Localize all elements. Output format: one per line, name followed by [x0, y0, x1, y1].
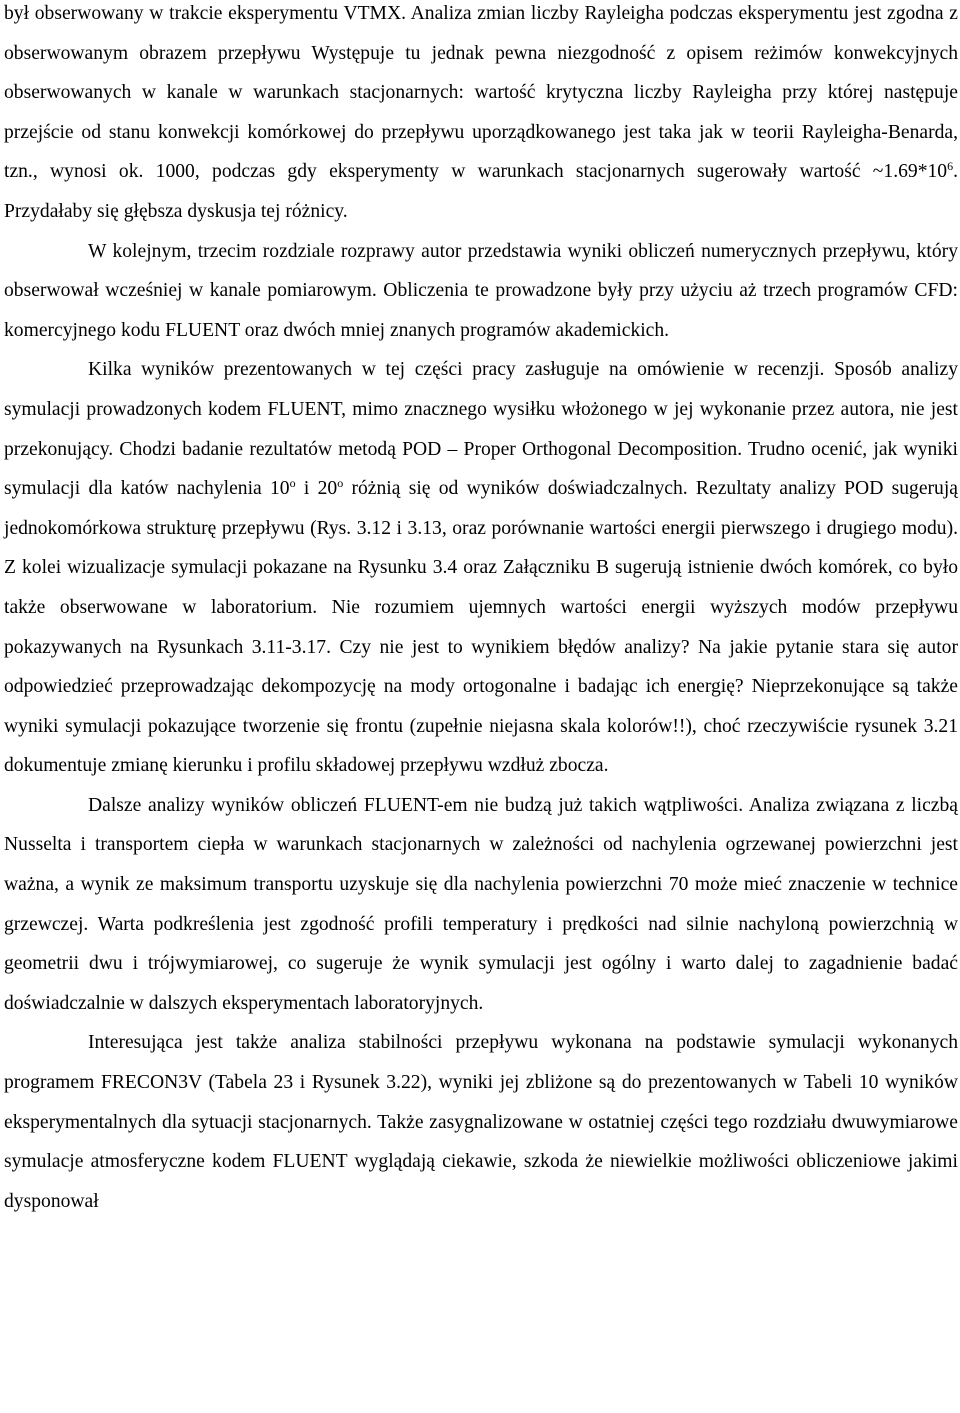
paragraph-nusselt-analysis [4, 786, 958, 1024]
superscript-degree: o [289, 476, 296, 491]
paragraph-vtmx-rayleigh [4, 0, 958, 232]
superscript-degree: o [337, 476, 344, 491]
paragraph-stability-analysis [4, 1023, 958, 1221]
paragraph-text: W kolejnym, trzecim rozdziale rozprawy autor przedstawia wyniki obliczeń numerycznych przepływu, który obserwował wcześniej w kanale pomiarowym. Obliczenia te prowadzone były przy użyciu aż trzech programów CFD: komercyjnego kodu FLUENT oraz dwóch mniej znanych programów akademickich. [4, 240, 958, 341]
paragraph-text: Kilka wyników prezentowanych w tej części pracy zasługuje na omówienie w recenzji. Sposób analizy symulacji prowadzonych kodem FLUENT, mimo znacznego wysiłku włożonego w jej wykonanie przez autora, nie jest przekonujący. Chodzi badanie rezultatów metodą POD – Proper Orthogonal Decomposition. Trudno ocenić, jak wyniki symulacji dla katów nachylenia 10 [4, 359, 958, 500]
paragraph-text: Dalsze analizy wyników obliczeń FLUENT-em nie budzą już takich wątpliwości. Analiza związana z liczbą Nusselta i transportem ciepła w warunkach stacjonarnych w zależności od nachylenia ogrzewanej powierzchni jest ważna, a wynik ze maksimum transportu uzyskuje się dla nachylenia powierzchni 70 może mieć znaczenie w technice grzewczej. Warta podkreślenia jest zgodność profili temperatury i prędkości nad silnie nachyloną powierzchnią w geometrii dwu i trójwymiarowej, co sugeruje że wynik symulacji jest ogólny i warto dalej to zagadnienie badać doświadczalnie w dalszych eksperymentach laboratoryjnych. [4, 794, 958, 1014]
paragraph-text: był obserwowany w trakcie eksperymentu VTMX. Analiza zmian liczby Rayleigha podczas eksperymentu jest zgodna z obserwowanym obrazem przepływu Występuje tu jednak pewna niezgodność z opisem reżimów konwekcyjnych obserwowanych w kanale w warunkach stacjonarnych: wartość krytyczna liczby Rayleigha przy której następuje przejście od stanu konwekcji komórkowej do przepływu uporządkowanego jest taka jak w teorii Rayleigha-Benarda, tzn., wynosi ok. 1000, podczas gdy eksperymenty w warunkach stacjonarnych sugerowały wartość ~1.69*10 [4, 3, 958, 183]
paragraph-text: różnią się od wyników doświadczalnych. Rezultaty analizy POD sugerują jednokomórkowa strukturę przepływu (Rys. 3.12 i 3.13, oraz porównanie wartości energii pierwszego i drugiego modu). Z kolei wizualizacje symulacji pokazane na Rysunku 3.4 oraz Załączniku B sugerują istnienie dwóch komórek, co było także obserwowane w laboratorium. Nie rozumiem ujemnych wartości energii wyższych modów przepływu pokazywanych na Rysunkach 3.11-3.17. Czy nie jest to wynikiem błędów analizy? Na jakie pytanie stara się autor odpowiedzieć przeprowadzając dekompozycję na mody ortogonalne i badając ich energię? Nieprzekonujące są także wyniki symulacji pokazujące tworzenie się frontu (zupełnie niejasna skala kolorów!!), choć rzeczywiście rysunek 3.21 dokumentuje zmianę kierunku i profilu składowej przepływu wzdłuż zbocza. [4, 478, 958, 777]
paragraph-fluent-pod-analysis [4, 350, 958, 786]
document-page [4, 0, 958, 1221]
paragraph-text: Interesująca jest także analiza stabilności przepływu wykonana na podstawie symulacji wykonanych programem FRECON3V (Tabela 23 i Rysunek 3.22), wyniki jej zbliżone są do prezentowanych w Tabeli 10 wyników eksperymentalnych dla sytuacji stacjonarnych. Także zasygnalizowane w ostatniej części tego rozdziału dwuwymiarowe symulacje atmosferyczne kodem FLUENT wyglądają ciekawie, szkoda że niewielkie możliwości obliczeniowe jakimi dysponował [4, 1032, 958, 1212]
superscript-exponent: 6 [947, 159, 954, 174]
paragraph-text: . Przydałaby się głębsza dyskusja tej różnicy. [4, 161, 958, 222]
paragraph-text: i 20 [295, 478, 338, 500]
paragraph-numerical-results [4, 232, 958, 351]
